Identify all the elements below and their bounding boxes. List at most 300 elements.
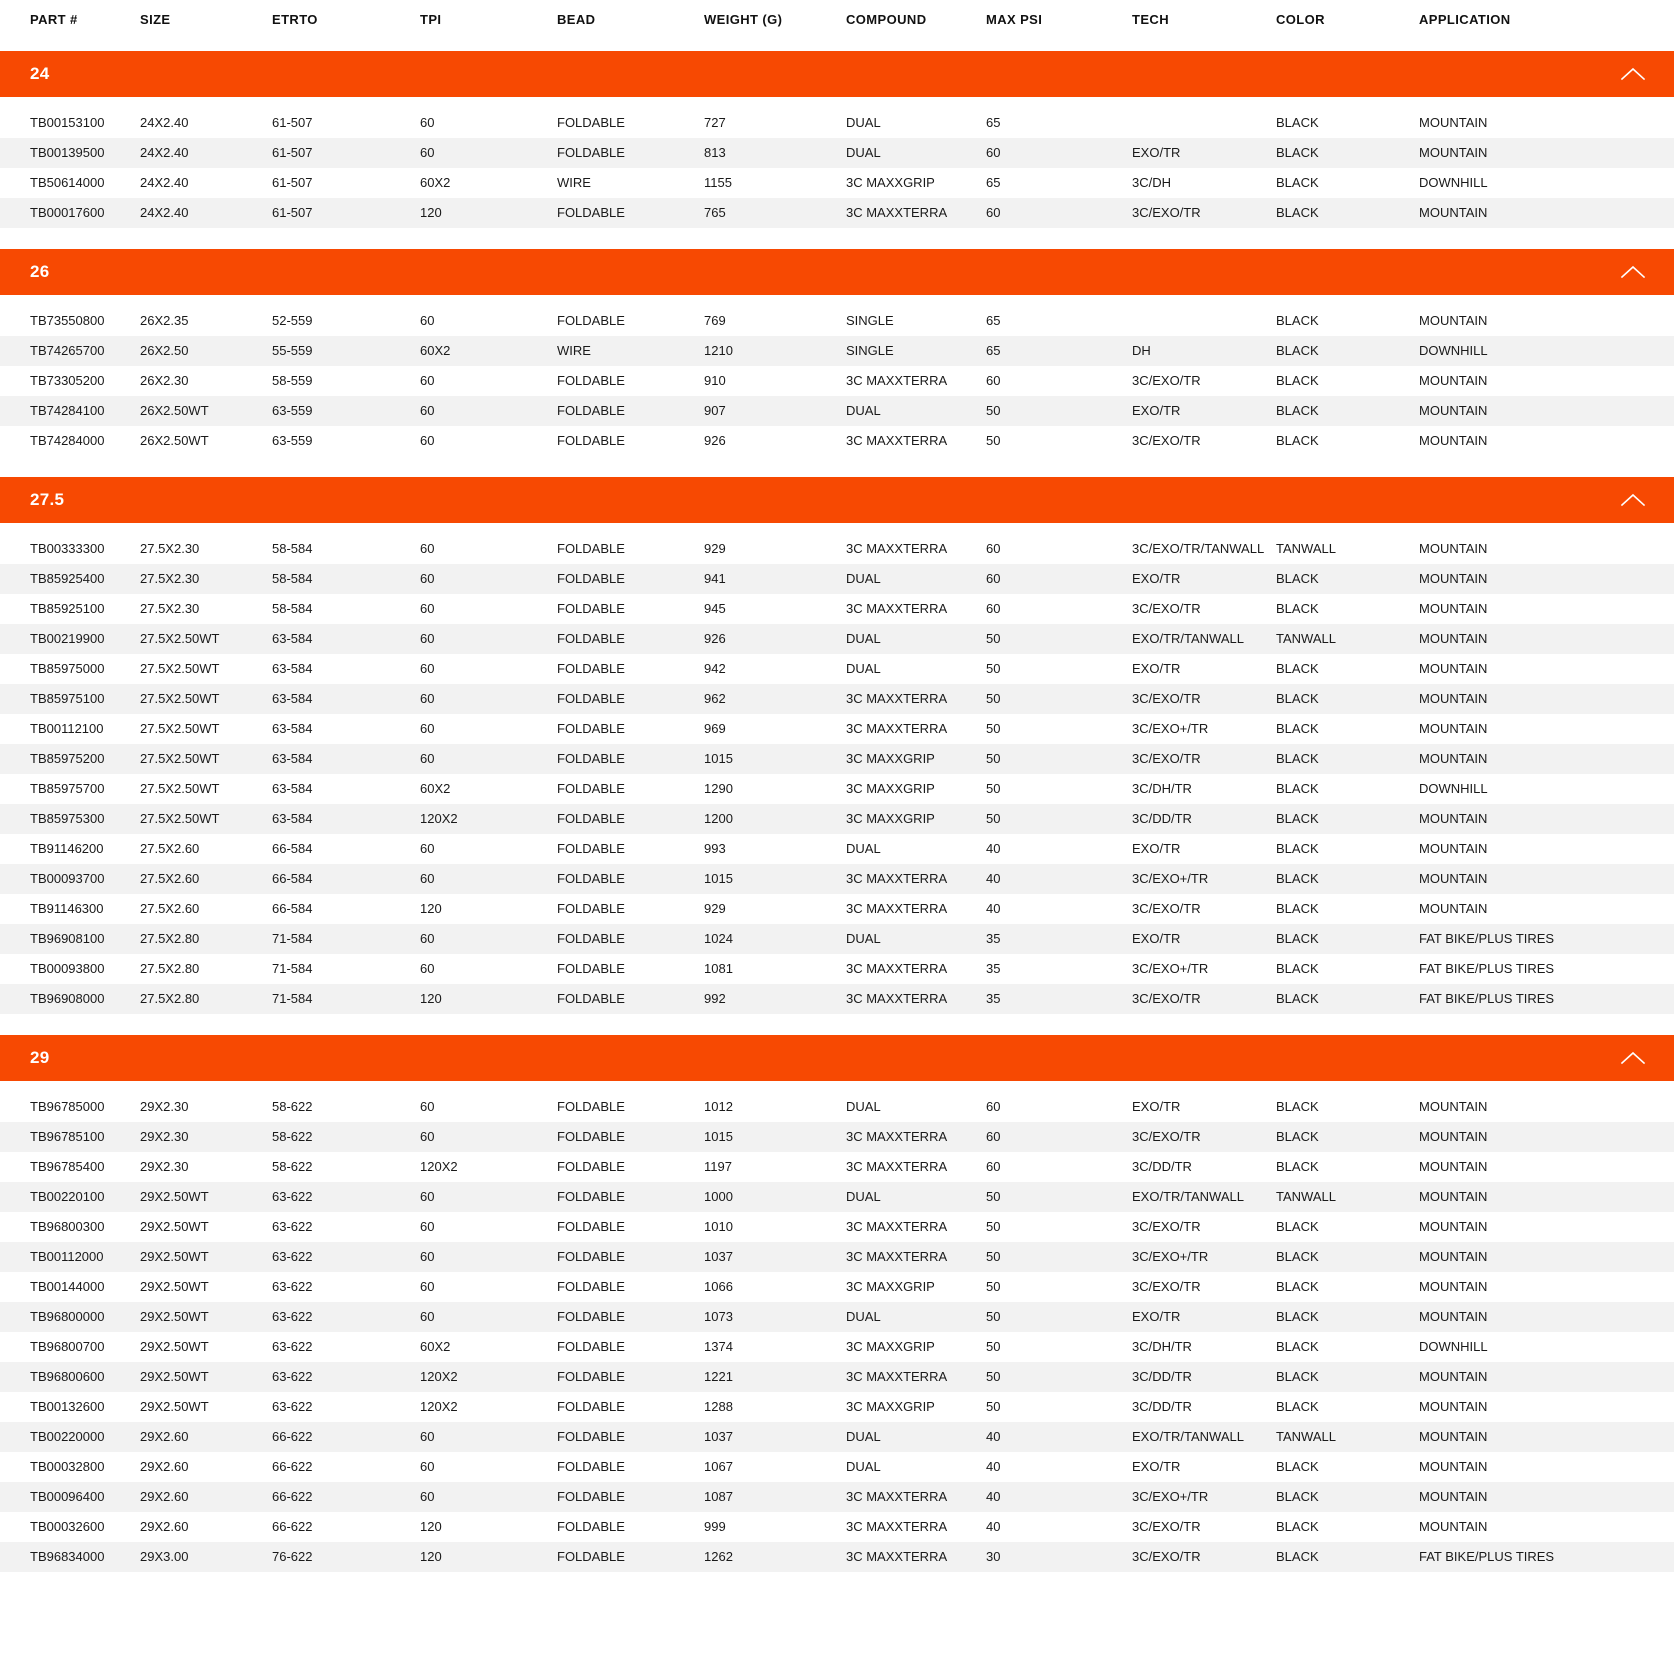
cell-tpi: 60 <box>420 691 435 706</box>
table-row[interactable] <box>0 1272 1674 1302</box>
cell-weight: 1066 <box>704 1279 733 1294</box>
cell-max-psi: 60 <box>986 601 1001 616</box>
cell-size: 24X2.40 <box>140 205 189 220</box>
table-row[interactable] <box>0 198 1674 228</box>
table-row[interactable] <box>0 426 1674 456</box>
table-row[interactable] <box>0 1152 1674 1182</box>
cell-compound: 3C MAXXGRIP <box>846 781 935 796</box>
cell-tech: EXO/TR/TANWALL <box>1132 1189 1244 1204</box>
cell-weight: 907 <box>704 403 726 418</box>
column-header-max-psi: MAX PSI <box>986 12 1043 27</box>
cell-size: 27.5X2.50WT <box>140 751 220 766</box>
cell-max-psi: 50 <box>986 1339 1001 1354</box>
column-header-bead: BEAD <box>557 12 596 27</box>
cell-bead: FOLDABLE <box>557 931 625 946</box>
cell-weight: 1210 <box>704 343 733 358</box>
cell-part-number: TB00220000 <box>30 1429 105 1444</box>
cell-etrto: 61-507 <box>272 115 313 130</box>
table-row[interactable] <box>0 396 1674 426</box>
group-header-24[interactable] <box>0 51 1674 97</box>
cell-max-psi: 60 <box>986 373 1001 388</box>
column-header-size: SIZE <box>140 12 171 27</box>
cell-bead: FOLDABLE <box>557 871 625 886</box>
cell-bead: FOLDABLE <box>557 1309 625 1324</box>
cell-tpi: 60X2 <box>420 343 451 358</box>
cell-compound: 3C MAXXTERRA <box>846 1489 948 1504</box>
cell-size: 29X2.50WT <box>140 1189 209 1204</box>
cell-tpi: 120X2 <box>420 1159 458 1174</box>
cell-application: MOUNTAIN <box>1419 1159 1488 1174</box>
cell-part-number: TB85925400 <box>30 571 105 586</box>
cell-color: BLACK <box>1276 175 1319 190</box>
cell-bead: FOLDABLE <box>557 1369 625 1384</box>
cell-tpi: 60 <box>420 1429 435 1444</box>
cell-color: BLACK <box>1276 1159 1319 1174</box>
cell-weight: 1262 <box>704 1549 733 1564</box>
cell-etrto: 58-559 <box>272 373 313 388</box>
cell-tech: 3C/EXO/TR <box>1132 1129 1201 1144</box>
cell-part-number: TB85975200 <box>30 751 105 766</box>
cell-weight: 727 <box>704 115 726 130</box>
group-header-27-5[interactable] <box>0 477 1674 523</box>
cell-weight: 993 <box>704 841 726 856</box>
cell-bead: FOLDABLE <box>557 1489 625 1504</box>
cell-bead: FOLDABLE <box>557 691 625 706</box>
cell-etrto: 58-584 <box>272 571 313 586</box>
cell-tech: EXO/TR/TANWALL <box>1132 1429 1244 1444</box>
cell-compound: 3C MAXXTERRA <box>846 991 948 1006</box>
cell-weight: 929 <box>704 901 726 916</box>
cell-bead: FOLDABLE <box>557 1159 625 1174</box>
cell-part-number: TB00032800 <box>30 1459 105 1474</box>
cell-tpi: 120 <box>420 205 442 220</box>
cell-size: 27.5X2.50WT <box>140 661 220 676</box>
cell-etrto: 63-622 <box>272 1219 313 1234</box>
table-row[interactable] <box>0 1242 1674 1272</box>
cell-weight: 992 <box>704 991 726 1006</box>
cell-bead: FOLDABLE <box>557 841 625 856</box>
table-row[interactable] <box>0 1512 1674 1542</box>
cell-tpi: 60 <box>420 571 435 586</box>
cell-bead: FOLDABLE <box>557 991 625 1006</box>
cell-size: 27.5X2.50WT <box>140 781 220 796</box>
table-row[interactable] <box>0 1362 1674 1392</box>
cell-etrto: 63-584 <box>272 751 313 766</box>
cell-max-psi: 60 <box>986 541 1001 556</box>
cell-compound: 3C MAXXTERRA <box>846 721 948 736</box>
cell-bead: FOLDABLE <box>557 433 625 448</box>
table-row[interactable] <box>0 1212 1674 1242</box>
group-spacer <box>0 1014 1674 1026</box>
cell-max-psi: 50 <box>986 751 1001 766</box>
cell-max-psi: 30 <box>986 1549 1001 1564</box>
cell-application: FAT BIKE/PLUS TIRES <box>1419 961 1555 976</box>
cell-size: 29X2.60 <box>140 1459 189 1474</box>
table-row[interactable] <box>0 714 1674 744</box>
cell-tech: EXO/TR <box>1132 841 1181 856</box>
cell-bead: WIRE <box>557 175 591 190</box>
cell-tpi: 60 <box>420 1099 435 1114</box>
table-row[interactable] <box>0 954 1674 984</box>
table-row[interactable] <box>0 138 1674 168</box>
cell-color: BLACK <box>1276 1279 1319 1294</box>
cell-part-number: TB00096400 <box>30 1489 105 1504</box>
cell-part-number: TB00017600 <box>30 205 105 220</box>
table-row[interactable] <box>0 1092 1674 1122</box>
cell-application: MOUNTAIN <box>1419 1399 1488 1414</box>
cell-part-number: TB00112100 <box>30 721 104 736</box>
cell-etrto: 58-584 <box>272 601 313 616</box>
cell-weight: 813 <box>704 145 726 160</box>
cell-part-number: TB00112000 <box>30 1249 104 1264</box>
cell-compound: 3C MAXXTERRA <box>846 601 948 616</box>
cell-size: 29X2.60 <box>140 1429 189 1444</box>
cell-tpi: 60 <box>420 373 435 388</box>
column-header-color: COLOR <box>1276 12 1325 27</box>
cell-tpi: 60X2 <box>420 1339 451 1354</box>
cell-bead: FOLDABLE <box>557 1399 625 1414</box>
cell-compound: 3C MAXXTERRA <box>846 1549 948 1564</box>
table-row[interactable] <box>0 108 1674 138</box>
table-row[interactable] <box>0 366 1674 396</box>
cell-max-psi: 60 <box>986 571 1001 586</box>
cell-application: DOWNHILL <box>1419 343 1488 358</box>
chevron-up-icon[interactable] <box>1620 66 1646 82</box>
cell-max-psi: 50 <box>986 721 1001 736</box>
cell-compound: DUAL <box>846 115 881 130</box>
table-groups-container <box>0 51 1674 1584</box>
group-spacer <box>0 456 1674 468</box>
cell-tech: 3C/EXO/TR/TANWALL <box>1132 541 1265 556</box>
cell-compound: 3C MAXXTERRA <box>846 433 948 448</box>
cell-weight: 1015 <box>704 1129 733 1144</box>
cell-color: BLACK <box>1276 811 1319 826</box>
cell-bead: FOLDABLE <box>557 601 625 616</box>
cell-max-psi: 60 <box>986 1099 1001 1114</box>
cell-color: BLACK <box>1276 841 1319 856</box>
chevron-up-icon[interactable] <box>1620 1050 1646 1066</box>
table-row[interactable] <box>0 864 1674 894</box>
cell-etrto: 63-584 <box>272 691 313 706</box>
table-row[interactable] <box>0 654 1674 684</box>
cell-color: BLACK <box>1276 1129 1319 1144</box>
table-row[interactable] <box>0 894 1674 924</box>
cell-max-psi: 65 <box>986 343 1001 358</box>
cell-weight: 962 <box>704 691 726 706</box>
cell-etrto: 71-584 <box>272 961 313 976</box>
cell-tpi: 60 <box>420 871 435 886</box>
cell-part-number: TB00333300 <box>30 541 105 556</box>
cell-part-number: TB85975000 <box>30 661 105 676</box>
cell-tpi: 60 <box>420 601 435 616</box>
cell-size: 29X2.50WT <box>140 1309 209 1324</box>
cell-bead: FOLDABLE <box>557 811 625 826</box>
cell-weight: 765 <box>704 205 726 220</box>
cell-etrto: 66-584 <box>272 871 313 886</box>
cell-application: MOUNTAIN <box>1419 691 1488 706</box>
cell-tech: 3C/EXO+/TR <box>1132 961 1209 976</box>
column-header-weight: WEIGHT (G) <box>704 12 783 27</box>
table-row[interactable] <box>0 1422 1674 1452</box>
cell-tech: EXO/TR <box>1132 571 1181 586</box>
cell-tpi: 120 <box>420 1519 442 1534</box>
group-spacer <box>0 1572 1674 1584</box>
cell-weight: 769 <box>704 313 726 328</box>
cell-compound: DUAL <box>846 571 881 586</box>
cell-tpi: 120 <box>420 991 442 1006</box>
table-row[interactable] <box>0 834 1674 864</box>
cell-compound: DUAL <box>846 931 881 946</box>
cell-application: MOUNTAIN <box>1419 1219 1488 1234</box>
cell-tpi: 120X2 <box>420 811 458 826</box>
cell-compound: 3C MAXXTERRA <box>846 541 948 556</box>
group-body <box>0 523 1674 1014</box>
cell-size: 27.5X2.50WT <box>140 721 220 736</box>
cell-part-number: TB85925100 <box>30 601 105 616</box>
cell-compound: 3C MAXXTERRA <box>846 373 948 388</box>
cell-etrto: 71-584 <box>272 931 313 946</box>
table-row[interactable] <box>0 168 1674 198</box>
group-header-26[interactable] <box>0 249 1674 295</box>
cell-color: BLACK <box>1276 781 1319 796</box>
group-header-29[interactable] <box>0 1035 1674 1081</box>
cell-part-number: TB74284100 <box>30 403 105 418</box>
cell-size: 29X2.50WT <box>140 1249 209 1264</box>
cell-size: 29X2.50WT <box>140 1369 209 1384</box>
table-row[interactable] <box>0 1332 1674 1362</box>
table-row[interactable] <box>0 1482 1674 1512</box>
cell-tech: 3C/EXO/TR <box>1132 901 1201 916</box>
table-row[interactable] <box>0 624 1674 654</box>
cell-etrto: 63-584 <box>272 661 313 676</box>
cell-compound: 3C MAXXTERRA <box>846 691 948 706</box>
table-row[interactable] <box>0 1182 1674 1212</box>
cell-color: BLACK <box>1276 961 1319 976</box>
cell-application: MOUNTAIN <box>1419 751 1488 766</box>
table-row[interactable] <box>0 684 1674 714</box>
cell-tech: 3C/DD/TR <box>1132 1159 1192 1174</box>
cell-part-number: TB00220100 <box>30 1189 105 1204</box>
cell-application: MOUNTAIN <box>1419 1429 1488 1444</box>
table-row[interactable] <box>0 564 1674 594</box>
cell-application: MOUNTAIN <box>1419 1099 1488 1114</box>
cell-compound: 3C MAXXTERRA <box>846 1129 948 1144</box>
cell-tpi: 60 <box>420 403 435 418</box>
cell-tech: EXO/TR <box>1132 403 1181 418</box>
cell-part-number: TB00032600 <box>30 1519 105 1534</box>
cell-etrto: 61-507 <box>272 205 313 220</box>
cell-weight: 1155 <box>704 175 732 190</box>
cell-tech: 3C/EXO+/TR <box>1132 721 1209 736</box>
cell-application: MOUNTAIN <box>1419 541 1488 556</box>
cell-max-psi: 50 <box>986 1399 1001 1414</box>
cell-max-psi: 40 <box>986 1459 1001 1474</box>
cell-weight: 1087 <box>704 1489 733 1504</box>
table-row[interactable] <box>0 1122 1674 1152</box>
cell-part-number: TB96908000 <box>30 991 105 1006</box>
cell-compound: 3C MAXXTERRA <box>846 871 948 886</box>
cell-part-number: TB91146300 <box>30 901 104 916</box>
cell-compound: DUAL <box>846 1429 881 1444</box>
cell-application: FAT BIKE/PLUS TIRES <box>1419 1549 1555 1564</box>
cell-tpi: 60X2 <box>420 175 451 190</box>
cell-bead: WIRE <box>557 343 591 358</box>
cell-compound: DUAL <box>846 145 881 160</box>
cell-size: 27.5X2.30 <box>140 601 200 616</box>
cell-part-number: TB74265700 <box>30 343 105 358</box>
cell-compound: SINGLE <box>846 343 894 358</box>
cell-tech: 3C/EXO+/TR <box>1132 1489 1209 1504</box>
cell-tech: 3C/EXO/TR <box>1132 1219 1201 1234</box>
cell-max-psi: 40 <box>986 901 1001 916</box>
cell-bead: FOLDABLE <box>557 313 625 328</box>
cell-application: MOUNTAIN <box>1419 1189 1488 1204</box>
cell-weight: 1037 <box>704 1429 733 1444</box>
table-header-row <box>0 0 1674 42</box>
cell-tpi: 60 <box>420 1459 435 1474</box>
table-row[interactable] <box>0 336 1674 366</box>
cell-bead: FOLDABLE <box>557 661 625 676</box>
table-row[interactable] <box>0 1302 1674 1332</box>
cell-max-psi: 50 <box>986 661 1001 676</box>
cell-tpi: 60 <box>420 841 435 856</box>
cell-etrto: 63-622 <box>272 1339 313 1354</box>
cell-tech: 3C/EXO/TR <box>1132 1549 1201 1564</box>
cell-part-number: TB96800000 <box>30 1309 105 1324</box>
cell-bead: FOLDABLE <box>557 403 625 418</box>
cell-max-psi: 50 <box>986 1249 1001 1264</box>
cell-etrto: 71-584 <box>272 991 313 1006</box>
column-header-tech: TECH <box>1132 12 1169 27</box>
cell-size: 27.5X2.50WT <box>140 631 220 646</box>
table-row[interactable] <box>0 1452 1674 1482</box>
cell-max-psi: 65 <box>986 175 1001 190</box>
cell-size: 27.5X2.80 <box>140 931 200 946</box>
cell-etrto: 66-622 <box>272 1519 313 1534</box>
cell-color: BLACK <box>1276 1249 1319 1264</box>
table-row[interactable] <box>0 1392 1674 1422</box>
cell-etrto: 63-622 <box>272 1369 313 1384</box>
cell-etrto: 58-622 <box>272 1159 313 1174</box>
cell-tech: 3C/DH <box>1132 175 1172 190</box>
size-group-27-5 <box>0 477 1674 1026</box>
cell-max-psi: 60 <box>986 1129 1001 1144</box>
cell-size: 29X2.50WT <box>140 1219 209 1234</box>
cell-part-number: TB96834000 <box>30 1549 105 1564</box>
cell-max-psi: 40 <box>986 1429 1001 1444</box>
cell-application: MOUNTAIN <box>1419 1459 1488 1474</box>
cell-application: MOUNTAIN <box>1419 661 1488 676</box>
cell-color: BLACK <box>1276 1519 1319 1534</box>
cell-part-number: TB96785100 <box>30 1129 105 1144</box>
cell-application: DOWNHILL <box>1419 781 1488 796</box>
cell-tech: 3C/EXO+/TR <box>1132 871 1209 886</box>
cell-tpi: 120X2 <box>420 1399 458 1414</box>
cell-compound: 3C MAXXTERRA <box>846 1369 948 1384</box>
cell-max-psi: 40 <box>986 871 1001 886</box>
cell-max-psi: 50 <box>986 403 1001 418</box>
cell-color: BLACK <box>1276 343 1319 358</box>
cell-size: 27.5X2.60 <box>140 871 200 886</box>
table-row[interactable] <box>0 306 1674 336</box>
column-header-tpi: TPI <box>420 12 442 27</box>
cell-compound: DUAL <box>846 1099 881 1114</box>
cell-size: 24X2.40 <box>140 145 189 160</box>
cell-application: DOWNHILL <box>1419 175 1488 190</box>
cell-bead: FOLDABLE <box>557 1279 625 1294</box>
cell-color: TANWALL <box>1276 1189 1336 1204</box>
cell-weight: 1015 <box>704 751 733 766</box>
cell-tech: EXO/TR <box>1132 145 1181 160</box>
table-row[interactable] <box>0 774 1674 804</box>
cell-size: 27.5X2.30 <box>140 541 200 556</box>
cell-color: BLACK <box>1276 373 1319 388</box>
column-header-part-number: PART # <box>30 12 78 27</box>
chevron-up-icon[interactable] <box>1620 264 1646 280</box>
table-row[interactable] <box>0 534 1674 564</box>
cell-weight: 942 <box>704 661 726 676</box>
cell-etrto: 63-559 <box>272 403 313 418</box>
cell-size: 27.5X2.80 <box>140 991 200 1006</box>
cell-tech: 3C/EXO/TR <box>1132 433 1201 448</box>
cell-max-psi: 50 <box>986 1189 1001 1204</box>
cell-part-number: TB73305200 <box>30 373 105 388</box>
cell-tech: 3C/EXO/TR <box>1132 1519 1201 1534</box>
table-row[interactable] <box>0 1542 1674 1572</box>
cell-size: 26X2.50WT <box>140 433 209 448</box>
cell-tpi: 60 <box>420 721 435 736</box>
table-row[interactable] <box>0 744 1674 774</box>
cell-bead: FOLDABLE <box>557 1429 625 1444</box>
cell-tpi: 120X2 <box>420 1369 458 1384</box>
cell-part-number: TB85975700 <box>30 781 105 796</box>
table-row[interactable] <box>0 594 1674 624</box>
cell-color: TANWALL <box>1276 1429 1336 1444</box>
cell-etrto: 66-584 <box>272 841 313 856</box>
cell-application: MOUNTAIN <box>1419 1519 1488 1534</box>
size-group-29 <box>0 1035 1674 1584</box>
table-row[interactable] <box>0 924 1674 954</box>
cell-color: BLACK <box>1276 1369 1319 1384</box>
cell-application: MOUNTAIN <box>1419 313 1488 328</box>
cell-etrto: 63-622 <box>272 1399 313 1414</box>
cell-application: FAT BIKE/PLUS TIRES <box>1419 931 1555 946</box>
cell-weight: 1000 <box>704 1189 733 1204</box>
cell-bead: FOLDABLE <box>557 1129 625 1144</box>
cell-part-number: TB96800600 <box>30 1369 105 1384</box>
cell-etrto: 63-622 <box>272 1249 313 1264</box>
table-row[interactable] <box>0 804 1674 834</box>
cell-etrto: 63-622 <box>272 1309 313 1324</box>
cell-bead: FOLDABLE <box>557 751 625 766</box>
column-header-etrto: ETRTO <box>272 12 318 27</box>
cell-compound: 3C MAXXTERRA <box>846 961 948 976</box>
cell-etrto: 66-584 <box>272 901 313 916</box>
cell-tpi: 60X2 <box>420 781 451 796</box>
cell-compound: 3C MAXXGRIP <box>846 1399 935 1414</box>
table-row[interactable] <box>0 984 1674 1014</box>
cell-tech: EXO/TR <box>1132 1459 1181 1474</box>
chevron-up-icon[interactable] <box>1620 492 1646 508</box>
cell-bead: FOLDABLE <box>557 1189 625 1204</box>
cell-tpi: 120 <box>420 1549 442 1564</box>
cell-bead: FOLDABLE <box>557 1099 625 1114</box>
cell-color: BLACK <box>1276 691 1319 706</box>
cell-color: BLACK <box>1276 145 1319 160</box>
cell-tech: 3C/DH/TR <box>1132 1339 1192 1354</box>
cell-tech: 3C/EXO/TR <box>1132 751 1201 766</box>
cell-color: BLACK <box>1276 571 1319 586</box>
